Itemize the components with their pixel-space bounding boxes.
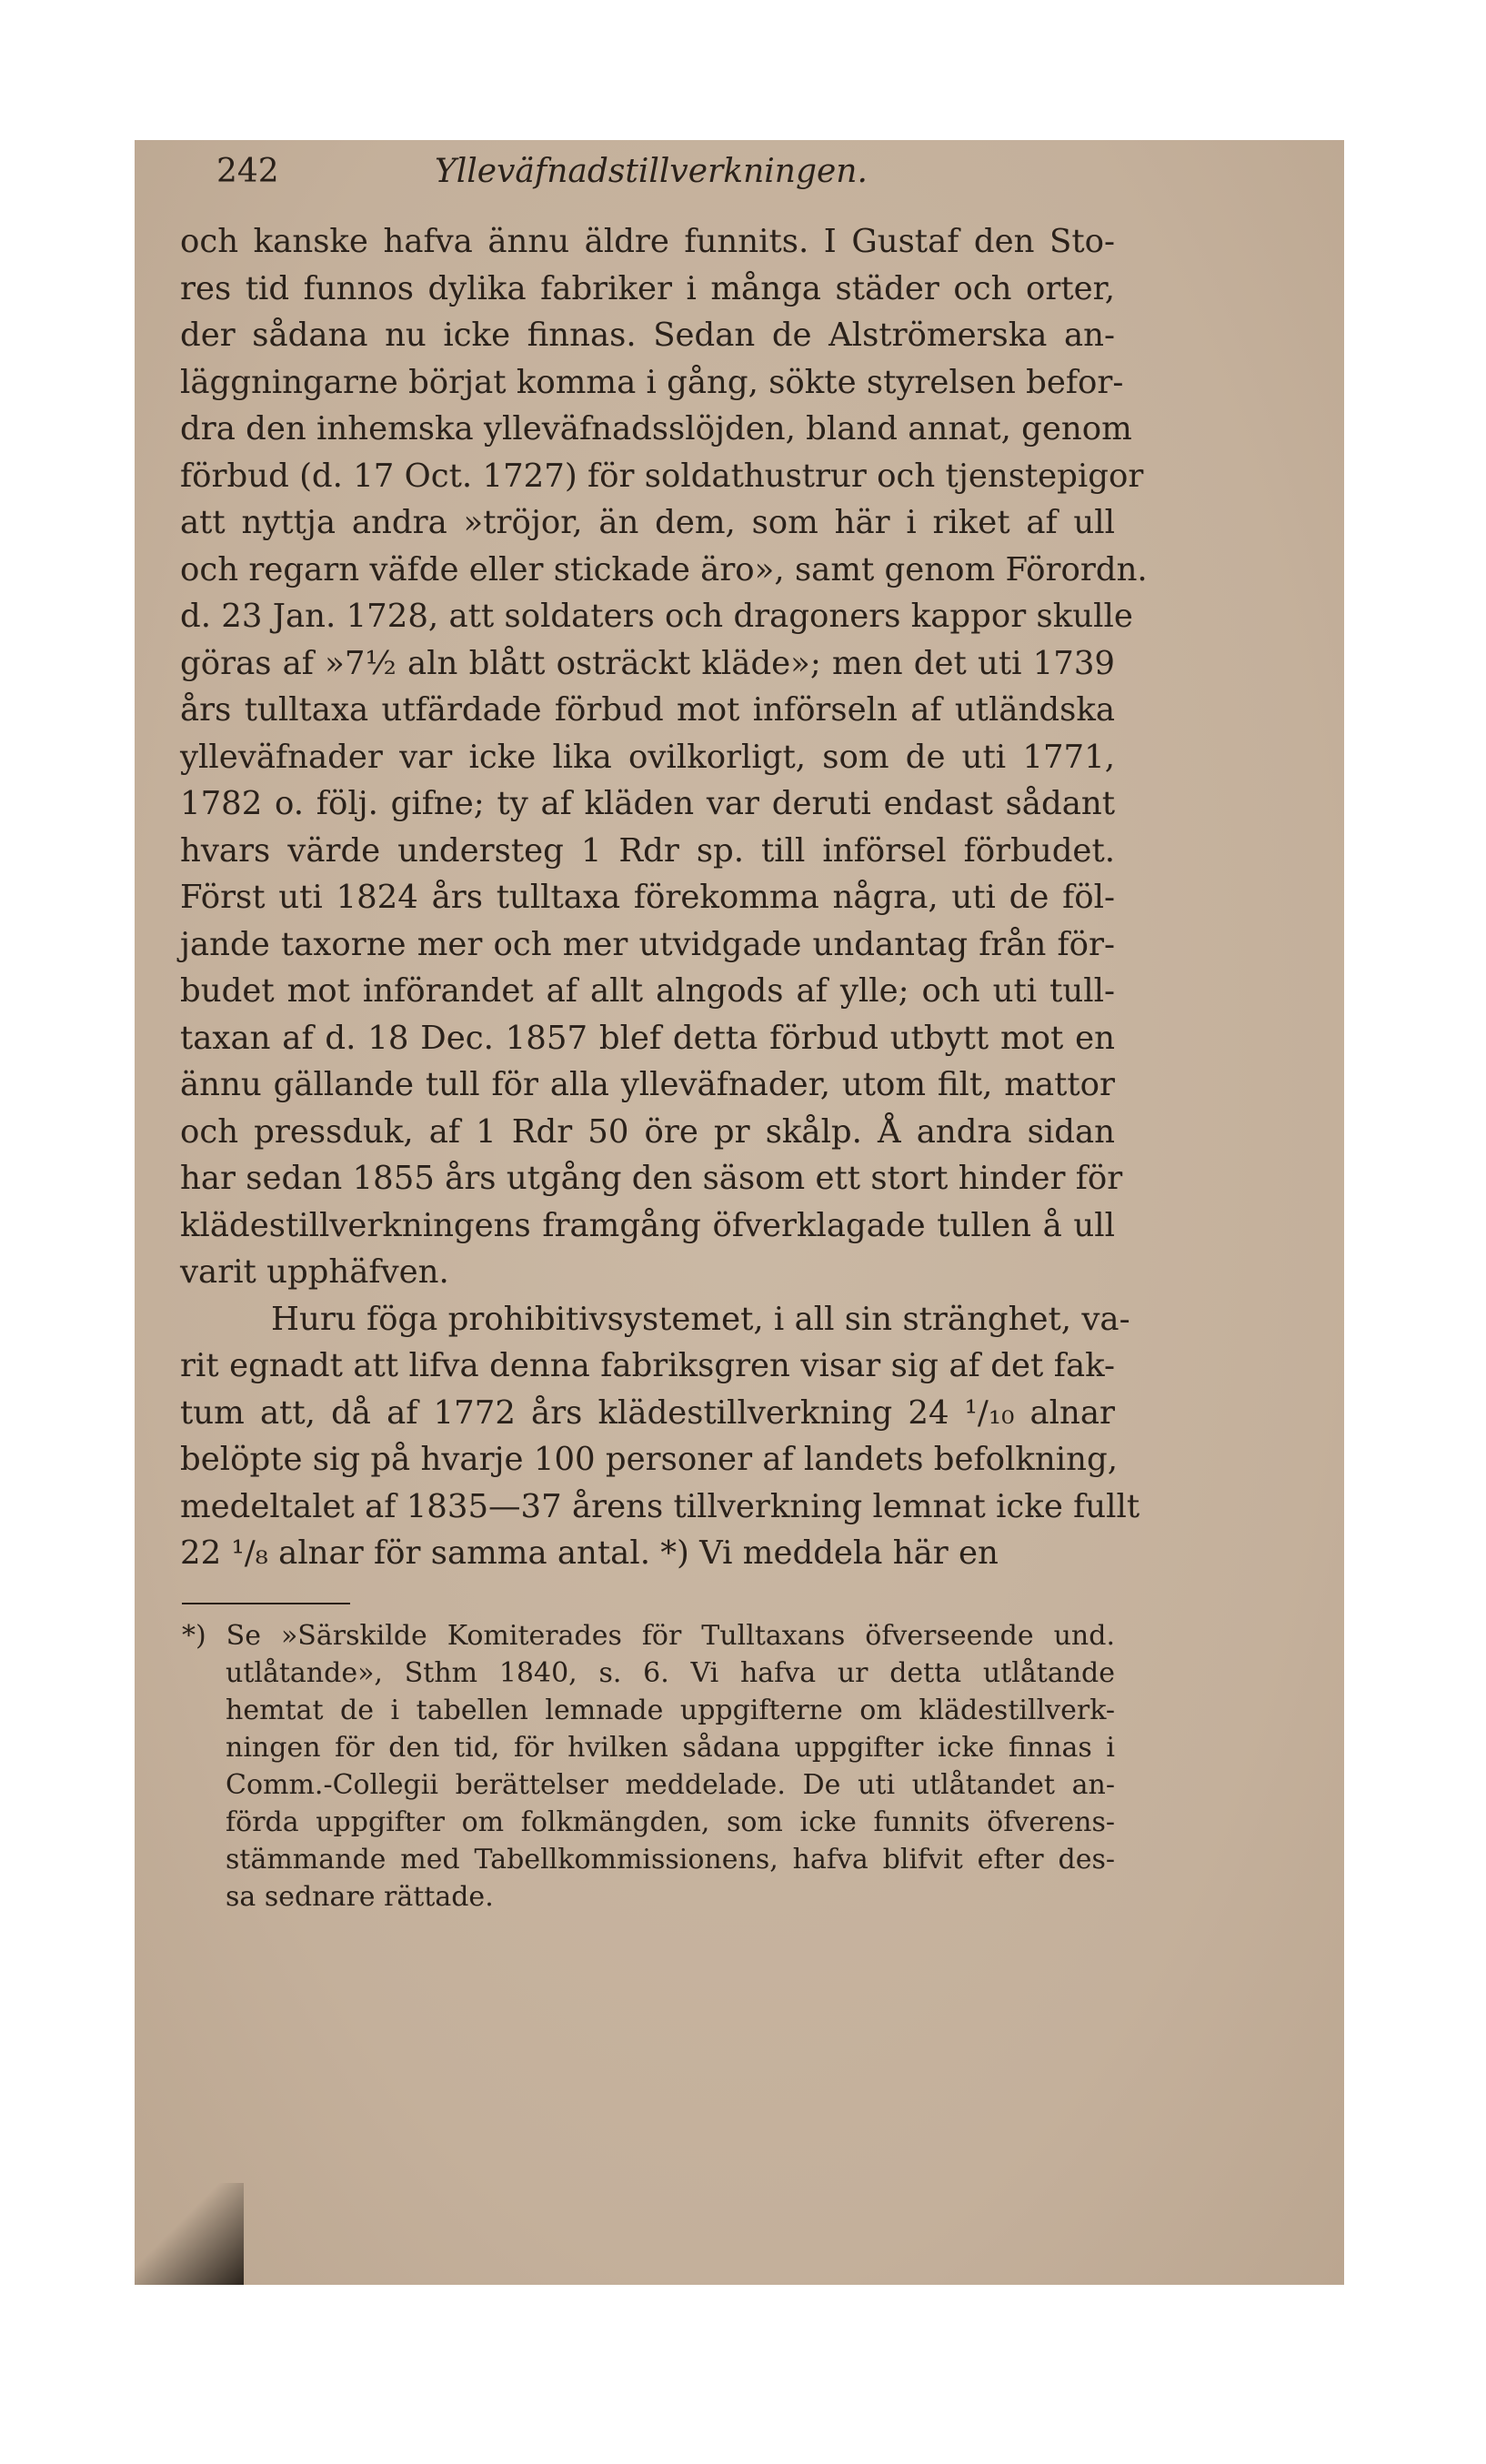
body-line: 22 ¹/₈ alnar för samma antal. *) Vi meddela här en [180,1534,999,1572]
body-line: klädestillverkningens framgång öfverklagade tullen å ull [180,1206,1115,1244]
footnote-line: Comm.-Collegii berättelser meddelade. De uti utlåtandet an- [226,1769,1115,1801]
body-line: och pressduk, af 1 Rdr 50 öre pr skålp. Å andra sidan [180,1112,1115,1151]
body-line: års tulltaxa utfärdade förbud mot införseln af utländska [180,691,1115,729]
footnote-line: ningen för den tid, för hvilken sådana uppgifter icke finnas i [226,1732,1115,1764]
body-line: tum att, då af 1772 års klädestillverkning 24 ¹/₁₀ alnar [180,1393,1115,1432]
body-line: ylleväfnader var icke lika ovilkorligt, som de uti 1771, [180,738,1115,776]
body-line: belöpte sig på hvarje 100 personer af landets befolkning, [180,1441,1118,1478]
body-line: varit upphäfven. [180,1253,449,1291]
footnote-line: hemtat de i tabellen lemnade uppgifterne om klädestillverk- [226,1695,1115,1726]
body-line: att nyttja andra »tröjor, än dem, som här i riket af ull [180,504,1115,541]
body-line: Huru föga prohibitivsystemet, i all sin stränghet, va- [271,1300,1130,1338]
scan-edge-shadow [135,2183,244,2285]
footnote-line: sa sednare rättade. [226,1881,494,1913]
body-line: göras af »7½ aln blått osträckt kläde»; men det uti 1739 [180,644,1115,682]
body-line: jande taxorne mer och mer utvidgade undantag från för- [180,925,1115,963]
body-line: 1782 o. följ. gifne; ty af kläden var deruti endast sådant [180,785,1115,822]
body-line: d. 23 Jan. 1728, att soldaters och dragoners kappor skulle [180,598,1133,635]
body-line: och kanske hafva ännu äldre funnits. I Gustaf den Sto- [180,223,1115,260]
body-line: res tid funnos dylika fabriker i många städer och orter, [180,269,1115,307]
body-line: förbud (d. 17 Oct. 1727) för soldathustrur och tjenstepigor [180,457,1144,495]
body-line: budet mot införandet af allt alngods af ylle; och uti tull- [180,972,1115,1010]
body-line: der sådana nu icke finnas. Sedan de Alströmerska an- [180,317,1115,354]
page-number: 242 [216,153,279,190]
running-title: Ylleväfnadstillverkningen. [435,153,868,190]
body-line: ännu gällande tull för alla ylleväfnader, utom filt, mattor [180,1066,1115,1103]
body-line: medeltalet af 1835—37 årens tillverkning lemnat icke fullt [180,1487,1140,1525]
footnote-line: stämmande med Tabellkommissionens, hafva blifvit efter des- [226,1844,1115,1876]
footnote-divider [182,1603,350,1604]
body-line: taxan af d. 18 Dec. 1857 blef detta förbud utbytt mot en [180,1019,1115,1057]
body-line: och regarn väfde eller stickade äro», samt genom Förordn. [180,550,1148,588]
footnote [182,1617,1115,1916]
body-text [180,218,1148,1577]
footnote-line: förda uppgifter om folkmängden, som icke funnits öfverens- [226,1806,1115,1838]
footnote-line: utlåtande», Sthm 1840, s. 6. Vi hafva ur detta utlåtande [226,1657,1115,1689]
footnote-line: *) Se »Särskilde Komiterades för Tulltaxans öfverseende und. [182,1620,1115,1652]
body-line: läggningarne börjat komma i gång, sökte styrelsen befor- [180,363,1124,401]
page-header [216,153,1017,207]
body-line: har sedan 1855 års utgång den säsom ett stort hinder för [180,1160,1123,1197]
body-line: Först uti 1824 års tulltaxa förekomma några, uti de föl- [180,879,1115,916]
body-line: dra den inhemska ylleväfnadsslöjden, bland annat, genom [180,410,1132,448]
body-line: rit egnadt att lifva denna fabriksgren visar sig af det fak- [180,1347,1115,1384]
body-line: hvars värde understeg 1 Rdr sp. till införsel förbudet. [180,831,1115,870]
